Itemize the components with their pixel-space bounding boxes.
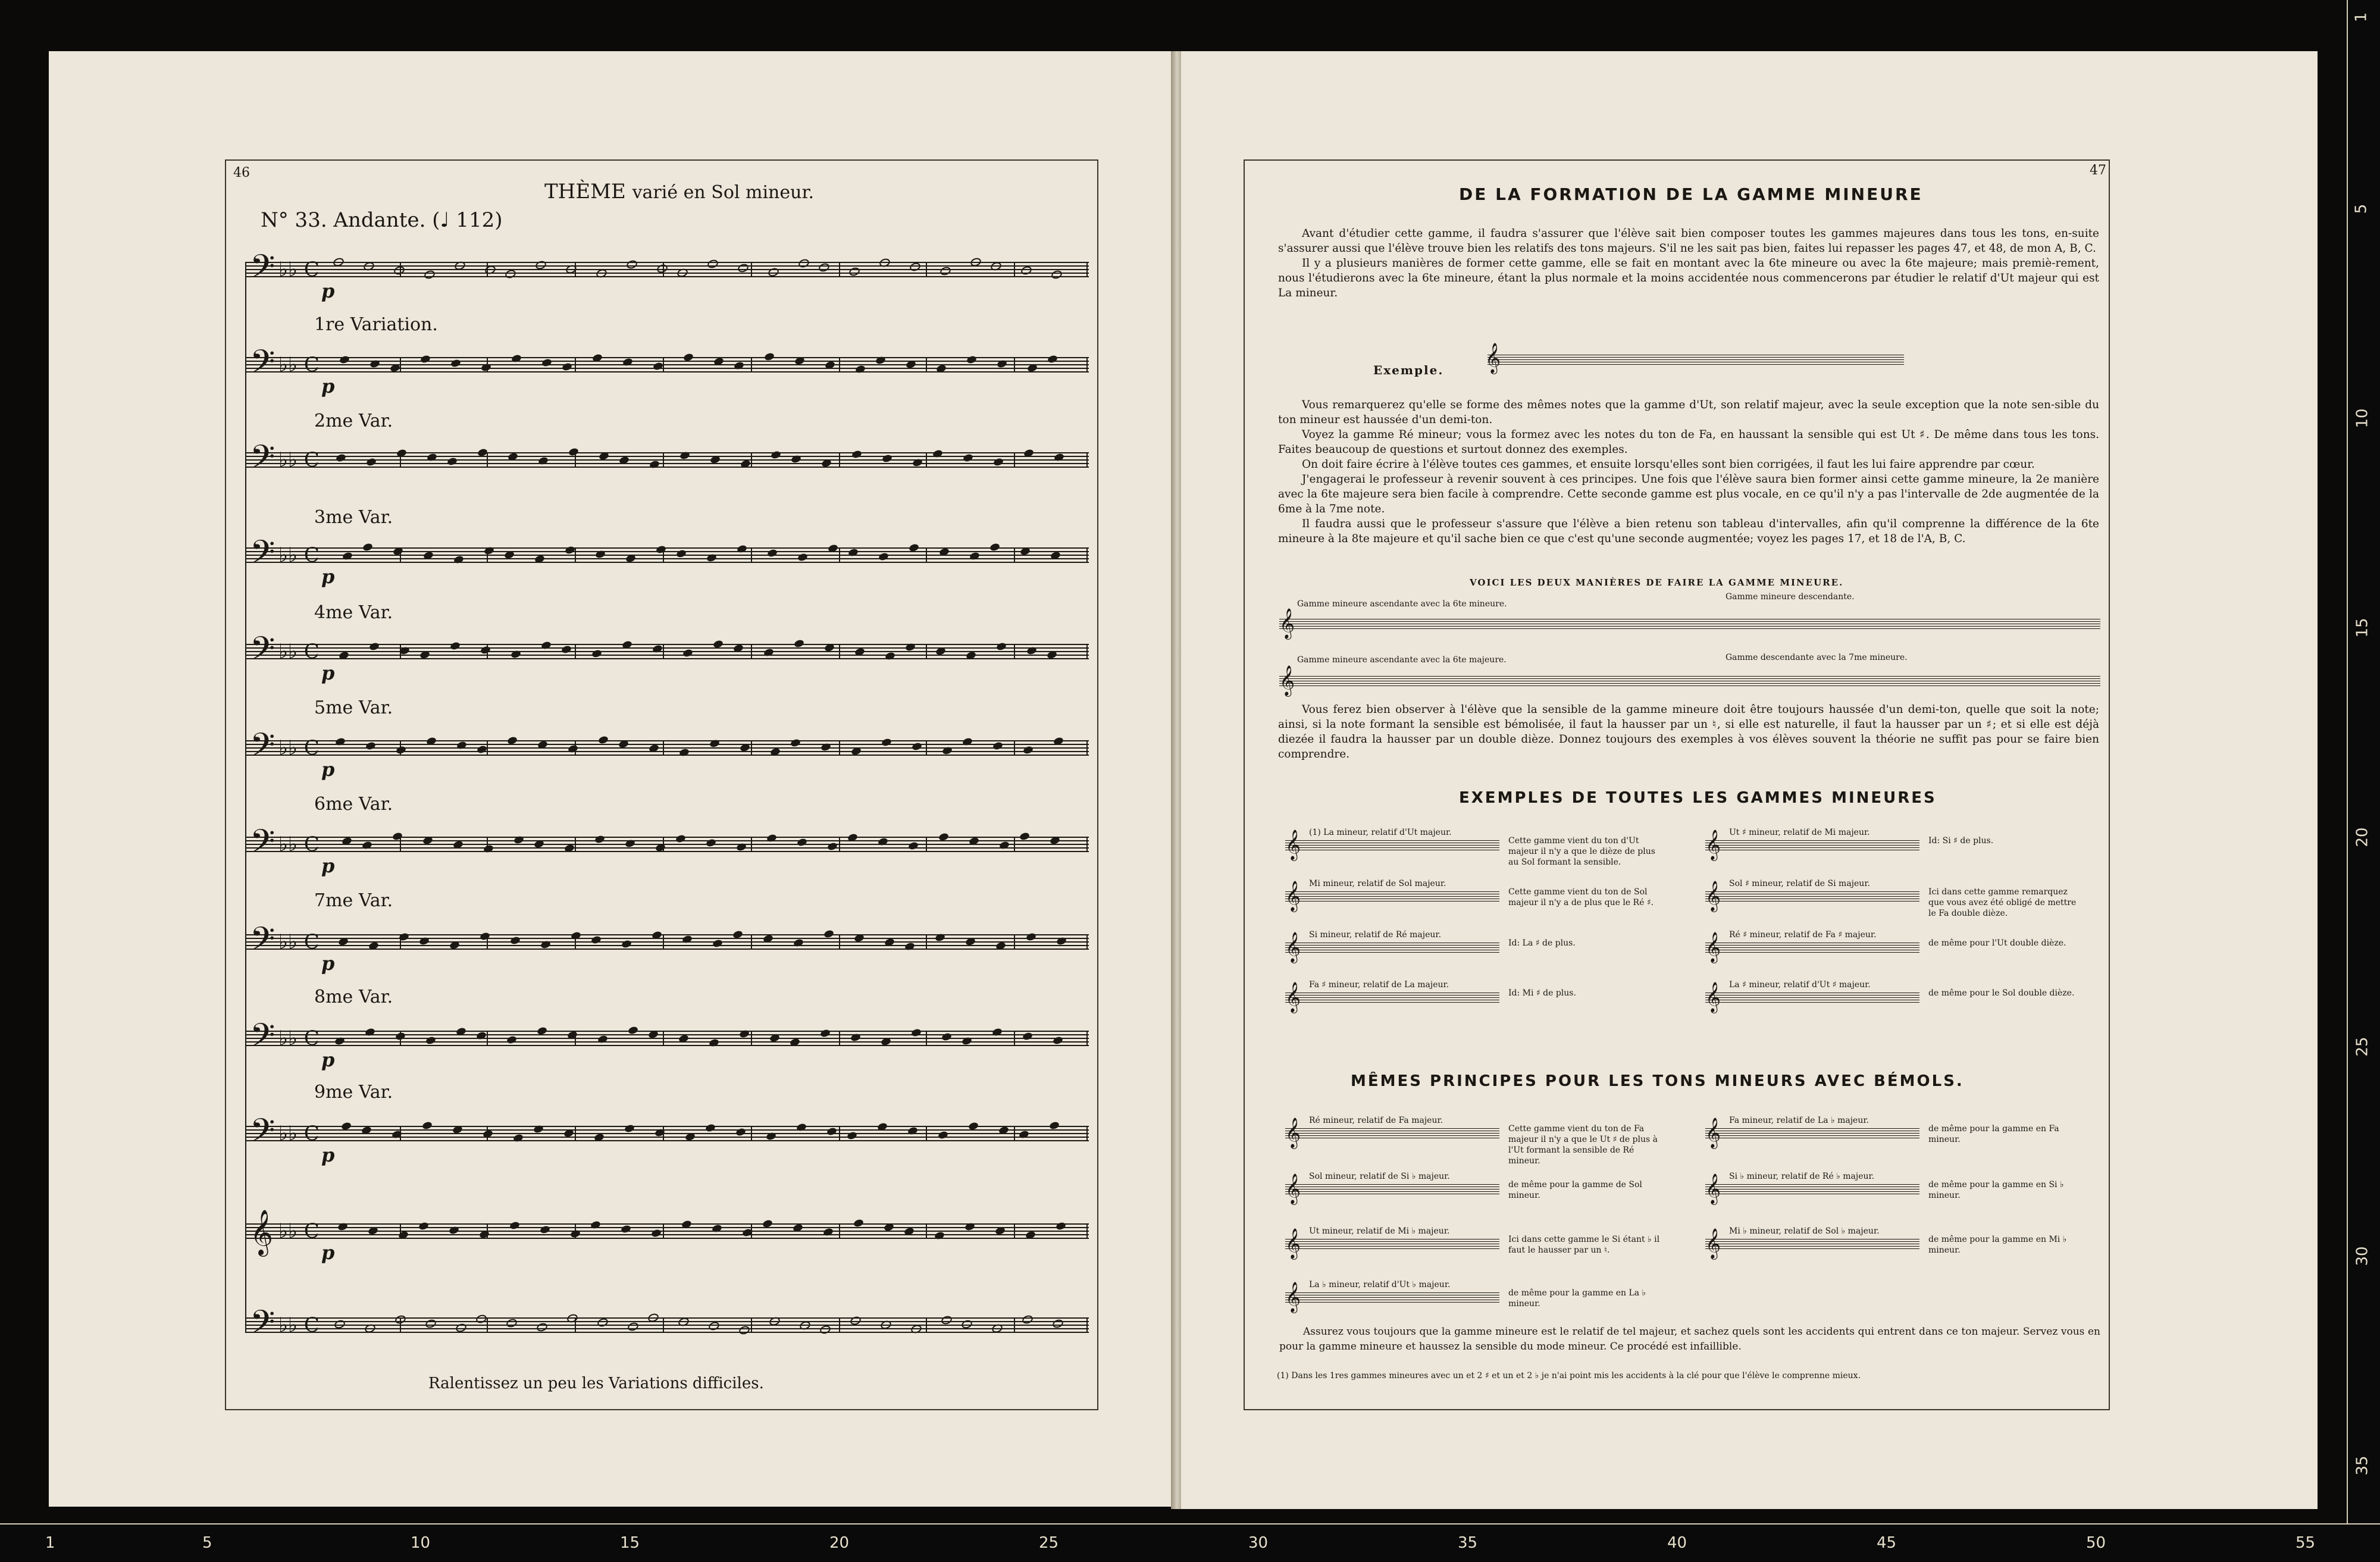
barline: [926, 357, 927, 372]
barline: [1014, 452, 1015, 468]
treble-clef-icon: 𝄞: [1285, 1173, 1301, 1204]
body-paragraph: Il faudra aussi que le professeur s'assure que l'élève a bien retenu son tableau d'intervalles, afin qu'il comprenne la différence de la 6te mineure à la 8te majeure et qu'il sache bien ce que c'est qu'une seconde augmentée; voyez les pages 17, et 18 de l'A, B, C.: [1278, 518, 2099, 545]
bass-clef-icon: 𝄢: [250, 726, 275, 772]
barline: [1086, 262, 1088, 277]
right-page-number: 47: [2090, 163, 2106, 178]
example-staff: [1285, 943, 1499, 953]
example-note: Ici dans cette gamme remarquez que vous avez été obligé de mettre le Fa double dièze.: [1928, 887, 2077, 918]
ruler-label: 1: [45, 1534, 55, 1552]
ruler-label: 45: [1877, 1534, 1897, 1552]
barline: [926, 740, 927, 756]
intro-text: [1278, 226, 2099, 300]
example-staff: [1285, 891, 1499, 902]
variation-label: 9me Var.: [314, 1082, 393, 1103]
key-signature-icon: ♭♭ C: [278, 258, 320, 281]
barline: [839, 740, 840, 756]
barline: [839, 1223, 840, 1239]
barline: [751, 1317, 752, 1333]
ruler-label: 20: [2353, 827, 2372, 847]
barline: [575, 837, 576, 852]
left-page-number: 46: [233, 165, 250, 180]
body-text-2: [1278, 702, 2099, 762]
example-staff: [1705, 1184, 1919, 1195]
barline: [1086, 740, 1088, 756]
key-signature-icon: ♭♭ C: [278, 1219, 320, 1243]
barline: [751, 262, 752, 277]
example-label: Si mineur, relatif de Ré majeur.: [1309, 930, 1442, 940]
dynamic-marking: p: [321, 1048, 335, 1071]
example-note: de même pour la gamme de Sol mineur.: [1508, 1180, 1642, 1200]
bottom-ruler: [0, 1523, 2380, 1562]
variation-label: 6me Var.: [314, 794, 393, 815]
barline: [1014, 740, 1015, 756]
key-signature-icon: ♭♭ C: [278, 1026, 320, 1050]
barline: [1086, 1317, 1088, 1333]
variation-label: 2me Var.: [314, 411, 393, 431]
treble-clef-icon: 𝄞: [1485, 343, 1501, 373]
footnote: (1) Dans les 1res gammes mineures avec un et 2 ♯ et un et 2 ♭ je n'ai point mis les accidents à la clé pour que l'élève le comprenne mieux.: [1277, 1371, 1861, 1381]
treble-clef-icon: 𝄞: [1705, 1117, 1721, 1148]
barline: [926, 1126, 927, 1141]
barline: [663, 1223, 664, 1239]
treble-clef-icon: 𝄞: [1285, 932, 1301, 962]
barline: [1014, 357, 1015, 372]
key-signature-icon: ♭♭ C: [278, 1313, 320, 1337]
example-label: (1) La mineur, relatif d'Ut majeur.: [1309, 828, 1452, 837]
barline: [839, 452, 840, 468]
ruler-label: 10: [2353, 408, 2372, 428]
treble-clef-icon: 𝄞: [1285, 829, 1301, 860]
example-label: La ♯ mineur, relatif d'Ut ♯ majeur.: [1729, 980, 1871, 990]
barline: [839, 644, 840, 659]
bass-clef-icon: 𝄢: [250, 1303, 275, 1349]
ruler-label: 5: [2352, 204, 2370, 214]
barline: [839, 547, 840, 563]
scale-label: Gamme mineure ascendante avec la 6te mineure.: [1297, 599, 1507, 609]
barline: [751, 1031, 752, 1046]
example-label: Sol ♯ mineur, relatif de Si majeur.: [1729, 879, 1870, 888]
barline: [487, 452, 488, 468]
example-staff: [1705, 1128, 1919, 1139]
left-page-frame: [225, 159, 1098, 1410]
variation-label: 3me Var.: [314, 507, 393, 528]
bass-clef-icon: 𝄢: [250, 248, 275, 293]
treble-clef-icon: 𝄞: [1705, 1173, 1721, 1204]
barline: [751, 837, 752, 852]
example-label: Fa ♯ mineur, relatif de La majeur.: [1309, 980, 1449, 990]
variation-label: 4me Var.: [314, 602, 393, 623]
body-text: [1278, 397, 2099, 546]
treble-clef-icon: 𝄞: [1705, 881, 1721, 911]
scale-label: Gamme mineure ascendante avec la 6te majeure.: [1297, 655, 1507, 665]
example-label: Ut ♯ mineur, relatif de Mi majeur.: [1729, 828, 1870, 837]
scale-label: Gamme descendante avec la 7me mineure.: [1726, 653, 1908, 662]
treble-clef-icon: 𝄞: [1285, 982, 1301, 1012]
dynamic-marking: p: [321, 375, 335, 397]
barline: [487, 1317, 488, 1333]
ruler-label: 1: [2352, 12, 2370, 23]
barline: [1086, 837, 1088, 852]
barline: [487, 740, 488, 756]
bass-clef-icon: 𝄢: [250, 920, 275, 966]
barline: [926, 1031, 927, 1046]
barline: [663, 1317, 664, 1333]
barline: [839, 837, 840, 852]
ruler-label: 40: [1667, 1534, 1687, 1552]
treble-clef-icon: 𝄞: [1705, 982, 1721, 1012]
treble-clef-icon: 𝄞: [250, 1209, 274, 1255]
barline: [751, 644, 752, 659]
treble-clef-icon: 𝄞: [1705, 1228, 1721, 1259]
example-label: La ♭ mineur, relatif d'Ut ♭ majeur.: [1309, 1280, 1451, 1289]
barline: [575, 547, 576, 563]
barline: [839, 1317, 840, 1333]
example-note: de même pour l'Ut double dièze.: [1928, 938, 2066, 948]
barline: [751, 934, 752, 950]
title-rest: varié en Sol mineur.: [632, 182, 815, 203]
left-page-footer: Ralentissez un peu les Variations difficiles.: [428, 1375, 764, 1392]
key-signature-icon: ♭♭ C: [278, 353, 320, 377]
key-signature-icon: ♭♭ C: [278, 543, 320, 567]
bass-clef-icon: 𝄢: [250, 630, 275, 675]
example-note: Id: La ♯ de plus.: [1508, 938, 1576, 948]
example-note: de même pour la gamme en Fa mineur.: [1928, 1124, 2059, 1144]
treble-clef-icon: 𝄞: [1279, 665, 1295, 696]
barline: [575, 357, 576, 372]
barline: [926, 547, 927, 563]
variation-label: 7me Var.: [314, 890, 393, 911]
example-label: Ré mineur, relatif de Fa majeur.: [1309, 1116, 1443, 1125]
barline: [1014, 934, 1015, 950]
music-staff: [245, 543, 1089, 567]
example-label: Si ♭ mineur, relatif de Ré ♭ majeur.: [1729, 1172, 1875, 1181]
example-label: Mi ♭ mineur, relatif de Sol ♭ majeur.: [1729, 1226, 1880, 1236]
dynamic-marking: p: [321, 854, 335, 877]
barline: [1014, 1317, 1015, 1333]
treble-clef-icon: 𝄞: [1285, 1282, 1301, 1312]
key-signature-icon: ♭♭ C: [278, 448, 320, 472]
example-label: Ut mineur, relatif de Mi ♭ majeur.: [1309, 1226, 1450, 1236]
body-paragraph: J'engagerai le professeur à revenir souvent à ces principes. Une fois que l'élève saura bien former ainsi cette gamme mineure, la 2e manière avec la 6te majeure sera bien facile à comprendre. Cette seconde gamme est plus vocale, en ce qu'il n'y a pas l'intervalle de 2de augmentée de la 6me à la 7me note.: [1278, 473, 2099, 515]
key-signature-icon: ♭♭ C: [278, 832, 320, 856]
ruler-label: 25: [1039, 1534, 1059, 1552]
barline: [751, 357, 752, 372]
barline: [1014, 262, 1015, 277]
barline: [751, 1126, 752, 1141]
ruler-label: 15: [2353, 618, 2372, 638]
example-note: de même pour la gamme en La ♭ mineur.: [1508, 1288, 1646, 1309]
body-paragraph: Vous remarquerez qu'elle se forme des mêmes notes que la gamme d'Ut, son relatif majeur, avec la seule exception que la note sen-sible du ton mineur est haussée d'un demi-ton.: [1278, 399, 2099, 426]
left-page-title: [544, 180, 814, 204]
example-staff: [1285, 1239, 1499, 1250]
barline: [1014, 1031, 1015, 1046]
key-signature-icon: ♭♭ C: [278, 930, 320, 954]
example-staff: [1285, 840, 1499, 851]
example-note: Id: Si ♯ de plus.: [1928, 836, 1994, 846]
scale-staff: [1279, 676, 2100, 687]
barline: [1086, 1126, 1088, 1141]
barline: [751, 452, 752, 468]
barline: [1086, 934, 1088, 950]
barline: [926, 644, 927, 659]
barline: [663, 452, 664, 468]
example-note: de même pour la gamme en Si ♭ mineur.: [1928, 1180, 2064, 1200]
right-ruler: [2347, 0, 2380, 1523]
bass-clef-icon: 𝄢: [250, 438, 275, 484]
example-staff: [1285, 1184, 1499, 1195]
body-paragraph: On doit faire écrire à l'élève toutes ces gammes, et ensuite lorsqu'elles sont bien corrigées, il faut les lui faire apprendre par cœur.: [1302, 458, 2035, 471]
dynamic-marking: p: [321, 565, 335, 588]
example-note: Cette gamme vient du ton de Sol majeur il n'y a de plus que le Ré ♯.: [1508, 887, 1654, 907]
bass-clef-icon: 𝄢: [250, 343, 275, 389]
music-staff: [245, 1126, 1089, 1141]
example-staff: [1705, 891, 1919, 902]
barline: [751, 547, 752, 563]
barline: [1086, 644, 1088, 659]
barline: [926, 452, 927, 468]
barline: [839, 1126, 840, 1141]
ruler-label: 50: [2086, 1534, 2106, 1552]
intro-paragraph: Il y a plusieurs manières de former cette gamme, elle se fait en montant avec la 6te mineure ou avec la 6te majeure; mais premiè-rement, nous l'étudierons avec la 6te mineure, étant la plus normale et la moins accidentée nous commencerons par étudier le relatif d'Ut majeur qui est La mineur.: [1278, 257, 2099, 299]
dynamic-marking: p: [321, 1144, 335, 1166]
body-paragraph: Voyez la gamme Ré mineur; vous la formez avec les notes du ton de Fa, en haussant la sensible qui est Ut ♯. De même dans tous les tons. Faites beaucoup de questions et surtout donnez des exemples.: [1278, 428, 2099, 456]
treble-clef-icon: 𝄞: [1285, 881, 1301, 911]
key-signature-icon: ♭♭ C: [278, 640, 320, 663]
treble-clef-icon: 𝄞: [1285, 1117, 1301, 1148]
section-title: MÊMES PRINCIPES POUR LES TONS MINEURS AVEC BÉMOLS.: [1351, 1072, 1964, 1090]
tempo-marking: N° 33. Andante. (♩ 112): [261, 208, 503, 232]
barline: [926, 262, 927, 277]
treble-clef-icon: 𝄞: [1279, 608, 1295, 638]
example-label: Ré ♯ mineur, relatif de Fa ♯ majeur.: [1729, 930, 1877, 940]
variation-label: 8me Var.: [314, 987, 393, 1007]
body-paragraph: Vous ferez bien observer à l'élève que la sensible de la gamme mineure doit être toujours haussée d'un demi-ton, quelle que soit la note; ainsi, si la note formant la sensible est bémolisée, il faut la hausser par un ♮, si elle est naturelle, il faut la hausser par un ♯; et si elle est déjà diezée il faudra la hausser par un double dièze. Donnez toujours des exemples à vos élèves souvent la théorie ne suffit pas pour se faire bien comprendre.: [1278, 703, 2099, 760]
example-note: Cette gamme vient du ton de Fa majeur il n'y a que le Ut ♯ de plus à l'Ut formant la sensible de Ré mineur.: [1508, 1124, 1658, 1166]
variation-label: 1re Variation.: [314, 314, 438, 335]
right-page-frame: [1244, 159, 2110, 1410]
bass-clef-icon: 𝄢: [250, 533, 275, 579]
barline: [926, 837, 927, 852]
right-page-title: DE LA FORMATION DE LA GAMME MINEURE: [1459, 184, 1923, 204]
example-staff: [1488, 355, 1904, 365]
variation-label: 5me Var.: [314, 697, 393, 718]
treble-clef-icon: 𝄞: [1705, 932, 1721, 962]
barline: [1014, 644, 1015, 659]
dynamic-marking: p: [321, 280, 335, 302]
barline: [663, 644, 664, 659]
barline: [400, 837, 401, 852]
bass-clef-icon: 𝄢: [250, 822, 275, 868]
ruler-label: 10: [411, 1534, 431, 1552]
example-note: Id: Mi ♯ de plus.: [1508, 988, 1576, 998]
barline: [839, 1031, 840, 1046]
bass-clef-icon: 𝄢: [250, 1112, 275, 1157]
example-staff: [1705, 840, 1919, 851]
barline: [1086, 1031, 1088, 1046]
dynamic-marking: p: [321, 952, 335, 975]
barline: [926, 934, 927, 950]
barline: [1086, 1223, 1088, 1239]
title-theme: THÈME: [544, 180, 626, 204]
barline: [1014, 837, 1015, 852]
barline: [751, 740, 752, 756]
barline: [400, 357, 401, 372]
barline: [1086, 357, 1088, 372]
barline: [575, 1126, 576, 1141]
two-ways-title: VOICI LES DEUX MANIÈRES DE FAIRE LA GAMME MINEURE.: [1470, 577, 1844, 588]
barline: [839, 262, 840, 277]
barline: [839, 357, 840, 372]
barline: [663, 740, 664, 756]
bass-clef-icon: 𝄢: [250, 1016, 275, 1062]
example-note: Cette gamme vient du ton d'Ut majeur il n'y a que le dièze de plus au Sol formant la sensible.: [1508, 836, 1655, 867]
barline: [839, 934, 840, 950]
example-label: Exemple.: [1373, 363, 1444, 377]
barline: [1014, 547, 1015, 563]
intro-paragraph: Avant d'étudier cette gamme, il faudra s'assurer que l'élève sait bien composer toutes les gammes majeures dans tous les tons, en-suite s'assurer aussi que l'élève trouve bien les relatifs des tons majeurs. S'il ne les sait pas bien, faites lui repasser les pages 47, et 48, de mon A, B, C.: [1278, 227, 2099, 255]
example-staff: [1285, 993, 1499, 1003]
example-staff: [1705, 943, 1919, 953]
ruler-label: 35: [2353, 1455, 2372, 1476]
system-barline: [245, 262, 246, 1333]
barline: [575, 644, 576, 659]
example-staff: [1285, 1128, 1499, 1139]
section-title: EXEMPLES DE TOUTES LES GAMMES MINEURES: [1459, 789, 1937, 807]
ruler-label: 30: [2353, 1246, 2372, 1266]
example-label: Sol mineur, relatif de Si ♭ majeur.: [1309, 1172, 1450, 1181]
dynamic-marking: p: [321, 758, 335, 781]
example-staff: [1285, 1292, 1499, 1303]
closing-text: [1279, 1325, 2100, 1354]
ruler-label: 20: [829, 1534, 850, 1552]
example-label: Mi mineur, relatif de Sol majeur.: [1309, 879, 1446, 888]
ruler-label: 15: [620, 1534, 640, 1552]
barline: [663, 934, 664, 950]
barline: [487, 1031, 488, 1046]
scale-staff: [1279, 619, 2100, 630]
barline: [926, 1317, 927, 1333]
key-signature-icon: ♭♭ C: [278, 1122, 320, 1145]
example-note: de même pour la gamme en Mi ♭ mineur.: [1928, 1235, 2067, 1255]
scale-label: Gamme mineure descendante.: [1726, 592, 1855, 602]
dynamic-marking: p: [321, 1241, 335, 1264]
key-signature-icon: ♭♭ C: [278, 736, 320, 760]
example-label: Fa mineur, relatif de La ♭ majeur.: [1729, 1116, 1869, 1125]
example-staff: [1705, 1239, 1919, 1250]
dynamic-marking: p: [321, 662, 335, 684]
barline: [1014, 1126, 1015, 1141]
barline: [1086, 547, 1088, 563]
ruler-label: 35: [1458, 1534, 1478, 1552]
barline: [1014, 1223, 1015, 1239]
ruler-label: 30: [1248, 1534, 1269, 1552]
barline: [926, 1223, 927, 1239]
example-note: de même pour le Sol double dièze.: [1928, 988, 2075, 998]
ruler-label: 5: [202, 1534, 212, 1552]
treble-clef-icon: 𝄞: [1705, 829, 1721, 860]
ruler-label: 25: [2353, 1037, 2372, 1057]
treble-clef-icon: 𝄞: [1285, 1228, 1301, 1259]
barline: [663, 357, 664, 372]
ruler-label: 55: [2296, 1534, 2316, 1552]
barline: [1086, 452, 1088, 468]
closing-paragraph: Assurez vous toujours que la gamme mineure est le relatif de tel majeur, et sachez quels sont les accidents qui entrent dans ce ton majeur. Servez vous en pour la gamme mineure et haussez la sensible du mode mineur. Ce procédé est infaillible.: [1279, 1326, 2100, 1353]
example-staff: [1705, 993, 1919, 1003]
example-note: Ici dans cette gamme le Si étant ♭ il faut le hausser par un ♮.: [1508, 1235, 1660, 1255]
barline: [663, 1031, 664, 1046]
